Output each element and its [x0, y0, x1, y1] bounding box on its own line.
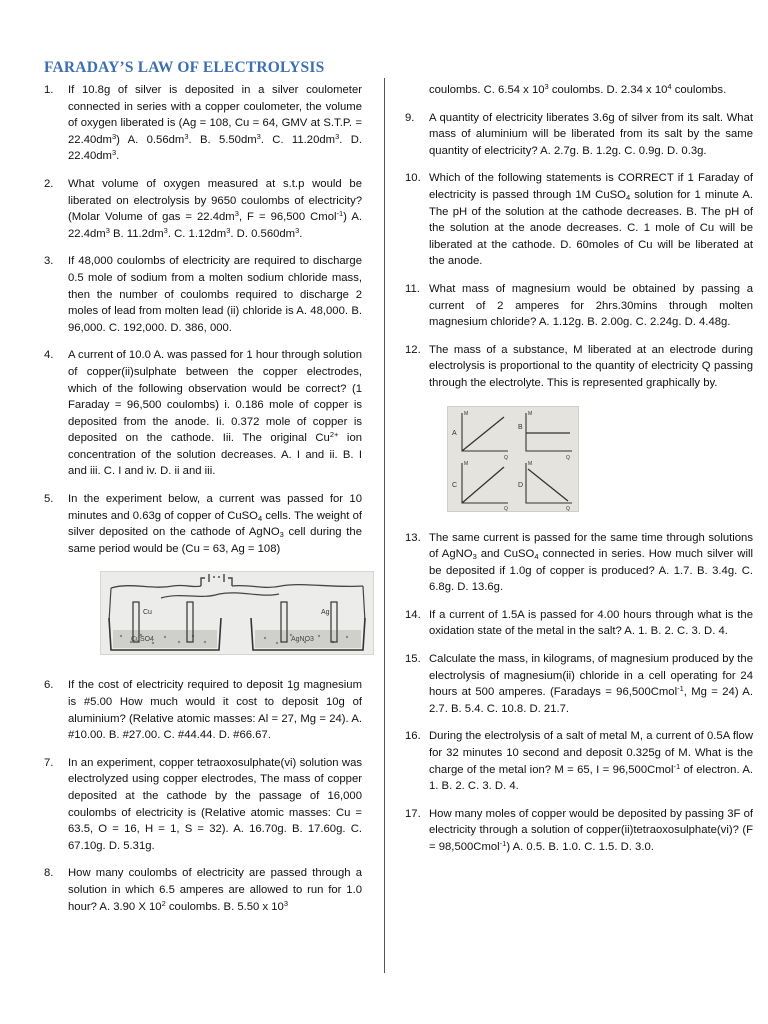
- question-text: If the cost of electricity required to deposit 1g magnesium is #5.00 How much would it cost to deposit 10g of aluminium? (Relative atomic masses: Al = 27, Mg = 24). A. #10.00. B. #27.00. C. #44.44. D. #66.67.: [68, 679, 362, 742]
- question-text: During the electrolysis of a salt of metal M, a current of 0.5A flow for 32 minutes 10 second and deposit 0.325g of M. What is the charge of the metal ion? M = 65, I = 96,500Cmol$^{-1}$ of electron. A. 1. B. 2. C. 3. D. 4.: [429, 730, 753, 793]
- question-number: 9.: [405, 111, 415, 124]
- question-number: 1.: [44, 84, 54, 96]
- question-number: 4.: [44, 349, 54, 362]
- column-divider: [384, 78, 385, 973]
- question-text: What volume of oxygen measured at s.t.p would be liberated on electrolysis by 9650 coulombs of electricity? (Molar Volume of gas = $22.4dm^3$, F = 96,500 Cmol$^{-1}$) A. $22.4dm^3$ B. $11.2dm^3$. C. $1.12dm^3$. D. $0.560dm^3$.: [68, 177, 363, 240]
- question-2: [44, 176, 362, 242]
- question-text: In an experiment, copper tetraoxosulphate(vi) solution was electrolyzed using copper electrodes, The mass of copper deposited at the cathode by the passage of 16,000 coulombs of electricity is (Relative atomic masses: Cu = 63.5, O = 16, H = 1, S = 32). A. 16.70g. B. 17.60g. C. 67.10g. D. 5.31g.: [68, 756, 362, 852]
- question-17: [405, 806, 753, 856]
- question-text: If a current of 1.5A is passed for 4.00 hours through what is the oxidation state of the metal in the salt? A. 1. B. 2. C. 3. D. 4.: [429, 608, 753, 638]
- question-text: A current of 10.0 A. was passed for 1 hour through solution of copper(ii)sulphate between the copper electrodes, which of the following observation would be correct? (1 Faraday = 96,500 coulombs) i. 0.186 mole of copper is deposited from the anode. Ii. 0.372 mole of copper is deposited on the cathode. Iii. The original $Cu^{2+}$ ion concentration of the solution decreases. A. I and ii. B. I and iii. C. I and iv. D. ii and iii.: [68, 349, 363, 478]
- question-text: How many coulombs of electricity are passed through a solution in which 6.5 amperes are allowed to run for 1.0 hour? A. 3.90 X $10^2$ coulombs. B. 5.50 x $10^3$: [68, 867, 362, 913]
- question-number: 14.: [405, 608, 421, 621]
- question-number: 2.: [44, 177, 54, 190]
- question-15: [405, 651, 753, 717]
- graph-c-label: C: [452, 481, 458, 489]
- graph-b-m: M: [528, 410, 533, 417]
- graph-d-m: M: [528, 460, 533, 467]
- question-12: [405, 342, 753, 392]
- question-text: If 48,000 coulombs of electricity are required to discharge 0.5 mole of sodium from a molten sodium chloride mass, then the number of coulombs required to discharge 2 moles of lead from molten lead (ii) chloride is A. 48,000. B. 96,000. C. 192,000. D. 386, 000.: [68, 255, 362, 334]
- question-number: 17.: [405, 807, 421, 820]
- question-10: [405, 170, 753, 270]
- graph-b-q: Q: [566, 454, 570, 461]
- question-text: Calculate the mass, in kilograms, of magnesium produced by the electrolysis of magnesium(ii) chloride in a cell operating for 24 hours at 500 amperes. (Faradays = 96,500Cmol$^{-1}$, Mg = 24) A. 2.7. B. 5.4. C. 10.8. D. 21.7.: [429, 653, 754, 715]
- question-16: [405, 728, 753, 794]
- question-number: 16.: [405, 730, 421, 743]
- mass-vs-charge-graphs-figure: [447, 406, 579, 512]
- question-number: 12.: [405, 343, 421, 356]
- mass-vs-charge-graphs-drawing: [448, 407, 578, 511]
- question-number: 13.: [405, 531, 421, 544]
- question-number: 10.: [405, 172, 421, 185]
- question-8: [44, 865, 362, 915]
- page-title: FARADAY’S LAW OF ELECTROLYSIS: [44, 59, 325, 76]
- electrolysis-cells-figure: [100, 571, 374, 655]
- question-13: [405, 530, 753, 596]
- graph-c-m: M: [464, 460, 469, 467]
- question-text: What mass of magnesium would be obtained by passing a current of 2 amperes for 2hrs.30mins through molten magnesium chloride? A. 1.12g. B. 2.00g. C. 2.24g. D. 4.48g.: [429, 282, 753, 329]
- question-14: [405, 607, 753, 640]
- graph-d-q: Q: [566, 505, 570, 511]
- question-6: [44, 677, 362, 743]
- question-text: The mass of a substance, M liberated at an electrode during electrolysis is proportional to the quantity of electricity Q passing through the electrolyte. This is represented graphically by.: [429, 343, 753, 389]
- question-text: If 10.8g of silver is deposited in a silver coulometer connected in series with a copper coulometer, the volume of oxygen liberated is (Ag = 108, Cu = 64, GMV at S.T.P. = $22.40dm^3$) A. $0.56dm^3$. B. $5.50dm^3$. C. $11.20dm^3$. D. $22.40dm^3$.: [68, 84, 363, 163]
- question-number: 11.: [405, 282, 420, 295]
- question-5: [44, 491, 362, 557]
- electrolysis-cells-drawing: [101, 572, 373, 654]
- graph-b-label: B: [518, 423, 523, 431]
- label-ag: Ag: [321, 609, 330, 617]
- question-number: 6.: [44, 679, 54, 692]
- graph-a-m: M: [464, 410, 469, 417]
- left-column: [44, 82, 362, 915]
- question-number: 7.: [44, 756, 54, 769]
- question-text: In the experiment below, a current was passed for 10 minutes and 0.63g of copper of CuSO$_4$ cells. The weight of silver deposited on the cathode of AgNO$_3$ cell during the same period would be (Cu = 63, Ag = 108): [68, 493, 362, 555]
- label-agno3: AgNO3: [291, 636, 314, 644]
- right-column: [405, 82, 753, 856]
- question-1: [44, 82, 362, 165]
- label-cu: Cu: [143, 609, 152, 617]
- question-9: [405, 110, 753, 160]
- question-text: How many moles of copper would be deposited by passing 3F of electricity through a solution of copper(ii)tetraoxosulphate(vi)? (F = 98,500Cmol$^{-1}$) A. 0.5. B. 1.0. C. 1.5. D. 3.0.: [429, 807, 753, 853]
- question-number: 3.: [44, 255, 54, 268]
- graph-a-q: Q: [504, 454, 508, 461]
- graph-c-q: Q: [504, 505, 508, 511]
- label-cuso4: CuSO4: [131, 636, 154, 644]
- graph-d-label: D: [518, 481, 524, 489]
- question-text: Which of the following statements is CORRECT if 1 Faraday of electricity is passed through 1M CuSO$_4$ solution for 1 minute A. The pH of the solution at the cathode decreases. B. The pH of the solution at the anode decreases. C. 1 mole of Cu will be liberated at the cathode. D. 60moles of Cu will be liberated at the anode.: [429, 172, 753, 268]
- question-3: [44, 253, 362, 336]
- question-4: [44, 347, 362, 480]
- question-7: [44, 755, 362, 855]
- question-text: The same current is passed for the same time through solutions of AgNO$_3$ and CuSO$_4$ connected in series. How much silver will be deposited if 1.0g of copper is produced? A. 1.7. B. 3.4g. C. 6.8g. D. 13.6g.: [429, 531, 753, 594]
- question-11: [405, 281, 753, 331]
- question-number: 15.: [405, 653, 421, 666]
- graph-a-label: A: [452, 429, 457, 437]
- question-8-continued: coulombs. C. 6.54 x $10^3$ coulombs. D. 2.34 x $10^4$ coulombs.: [429, 82, 727, 96]
- question-number: 8.: [44, 867, 54, 880]
- question-text: A quantity of electricity liberates 3.6g of silver from its salt. What mass of aluminium will be liberated from its salt by the same quantity of electricity? A. 2.7g. B. 1.2g. C. 0.9g. D. 0.3g.: [429, 111, 753, 157]
- question-number: 5.: [44, 493, 54, 506]
